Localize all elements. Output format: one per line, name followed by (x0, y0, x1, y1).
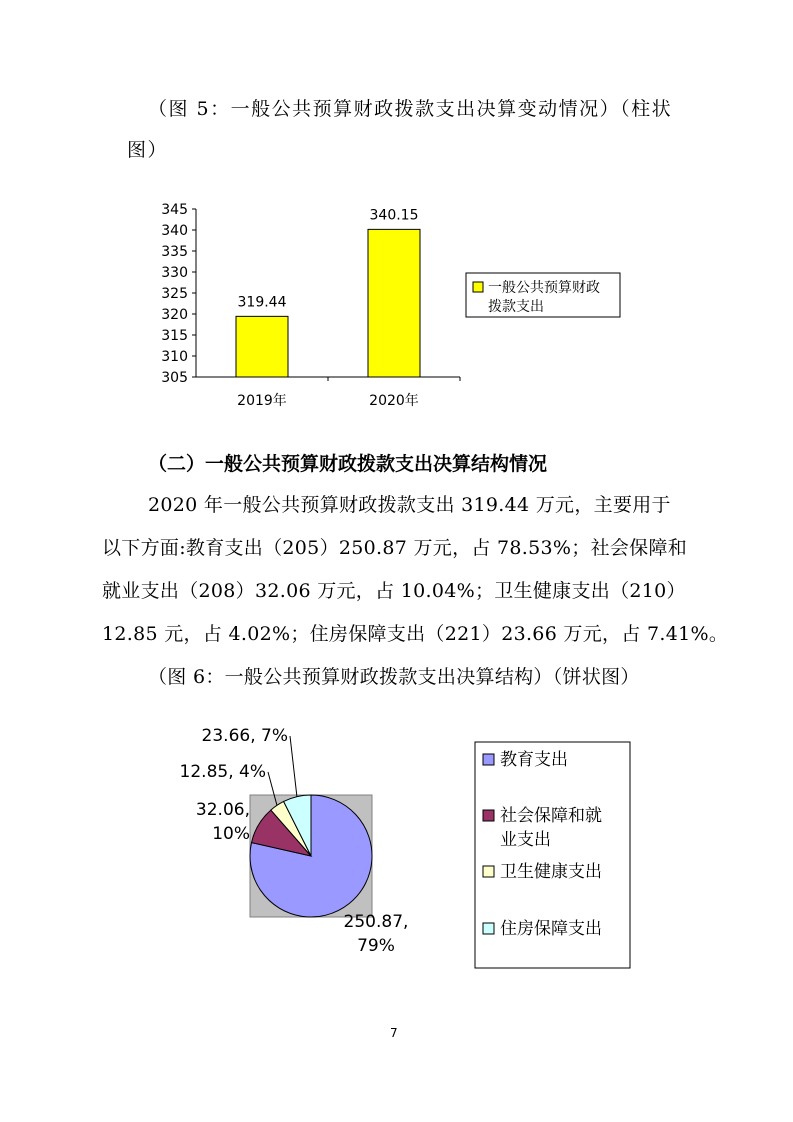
body-line-3: 就业支出（208）32.06 万元，占 10.04%；卫生健康支出（210） (102, 580, 686, 602)
bar-data-label: 340.15 (369, 207, 419, 224)
bar-legend-label: 拨款支出 (488, 299, 544, 315)
bar-y-tick-label: 320 (161, 307, 188, 323)
pie-legend-swatch (483, 866, 494, 877)
pie-legend-label: 社会保障和就 (500, 806, 602, 826)
bar-y-tick-label: 330 (161, 265, 188, 281)
bar-y-tick-label: 345 (161, 202, 188, 218)
pie-data-label: 79% (357, 936, 395, 956)
pie-legend-label: 住房保障支出 (500, 919, 602, 939)
bar-x-tick-label: 2019年 (237, 393, 287, 409)
section-heading: （二）一般公共预算财政拨款支出决算结构情况 (148, 453, 548, 475)
figure-5-caption-line2: 图） (127, 139, 169, 161)
bar-y-tick-label: 310 (161, 349, 188, 365)
bar-chart (140, 195, 640, 420)
pie-legend-swatch (483, 923, 494, 934)
pie-legend-swatch (483, 754, 494, 765)
pie-leader-line (290, 736, 297, 797)
pie-legend-swatch (483, 810, 494, 821)
bar-x-tick-label: 2020年 (369, 393, 419, 409)
bar-y-tick-label: 335 (161, 244, 188, 260)
bar-y-tick-label: 305 (161, 370, 188, 386)
body-line-1: 2020 年一般公共预算财政拨款支出 319.44 万元，主要用于 (148, 494, 671, 516)
bar (368, 229, 420, 377)
bar-legend-swatch (473, 282, 483, 292)
pie-data-label: 23.66, 7% (201, 726, 288, 746)
figure-6-caption: （图 6：一般公共预算财政拨款支出决算结构）（饼状图） (148, 666, 640, 688)
pie-legend-label: 教育支出 (500, 750, 568, 770)
body-line-4: 12.85 元，占 4.02%；住房保障支出（221）23.66 万元，占 7.41%。 (102, 623, 729, 645)
body-line-2: 以下方面:教育支出（205）250.87 万元，占 78.53%；社会保障和 (102, 537, 688, 559)
bar-y-tick-label: 315 (161, 328, 188, 344)
pie-data-label: 12.85, 4% (179, 762, 266, 782)
bar-data-label: 319.44 (237, 294, 287, 311)
page-number: 7 (390, 1026, 398, 1040)
pie-data-label: 250.87, (343, 912, 409, 932)
bar-y-tick-label: 325 (161, 286, 188, 302)
pie-legend-label: 卫生健康支出 (500, 862, 602, 882)
pie-chart (170, 715, 650, 975)
figure-5-caption-line1: （图 5：一般公共预算财政拨款支出决算变动情况）（柱状 (148, 98, 673, 120)
bar (236, 316, 288, 377)
pie-data-label: 10% (212, 824, 250, 844)
bar-legend-label: 一般公共预算财政 (488, 280, 600, 296)
pie-data-label: 32.06, (195, 800, 250, 820)
bar-y-tick-label: 340 (161, 223, 188, 239)
pie-legend-label: 业支出 (500, 830, 551, 850)
